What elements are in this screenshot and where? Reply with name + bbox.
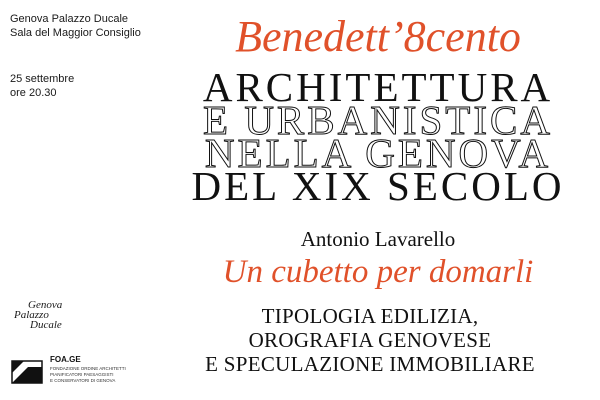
venue-name: Genova Palazzo Ducale [10, 13, 129, 25]
ducale-logo-word-1: Genova [28, 299, 63, 311]
ducale-logo-word-2: Palazzo [14, 309, 49, 321]
event-time: ore 20.30 [10, 87, 57, 99]
talk-subtitle-line-2: OROGRAFIA GENOVESE [248, 328, 492, 352]
foa-logo [10, 355, 150, 391]
series-title: Benedett’8cento [235, 12, 521, 61]
talk-subtitle [150, 304, 590, 376]
talk-title: Un cubetto per domarli [222, 254, 534, 290]
foa-desc-line-2: PIANIFICATORI PAESAGGISTI [50, 372, 114, 377]
foa-desc-line-1: FONDAZIONE ORDINE ARCHITETTI [50, 366, 126, 371]
headline-line-1: ARCHITETTURA [202, 64, 554, 110]
headline [168, 64, 588, 209]
schedule-block [10, 72, 74, 100]
palazzo-ducale-logo [12, 300, 72, 332]
talk-subtitle-line-3: E SPECULAZIONE IMMOBILIARE [205, 352, 535, 376]
foa-name: FOA.GE [50, 355, 81, 364]
venue-block [10, 12, 141, 40]
venue-room: Sala del Maggior Consiglio [10, 27, 141, 39]
speaker-name: Antonio Lavarello [300, 227, 456, 251]
foa-desc-line-3: E CONSERVATORI DI GENOVA [50, 378, 116, 383]
headline-line-3: NELLA GENOVA [204, 130, 552, 176]
ducale-logo-word-3: Ducale [30, 319, 62, 331]
event-date: 25 settembre [10, 73, 75, 85]
headline-line-4: DEL XIX SECOLO [191, 163, 565, 209]
foa-mark-icon [10, 357, 44, 387]
talk-subtitle-line-1: TIPOLOGIA EDILIZIA, [261, 304, 479, 328]
foa-description [50, 366, 150, 384]
headline-line-2: E URBANISTICA [203, 97, 553, 143]
